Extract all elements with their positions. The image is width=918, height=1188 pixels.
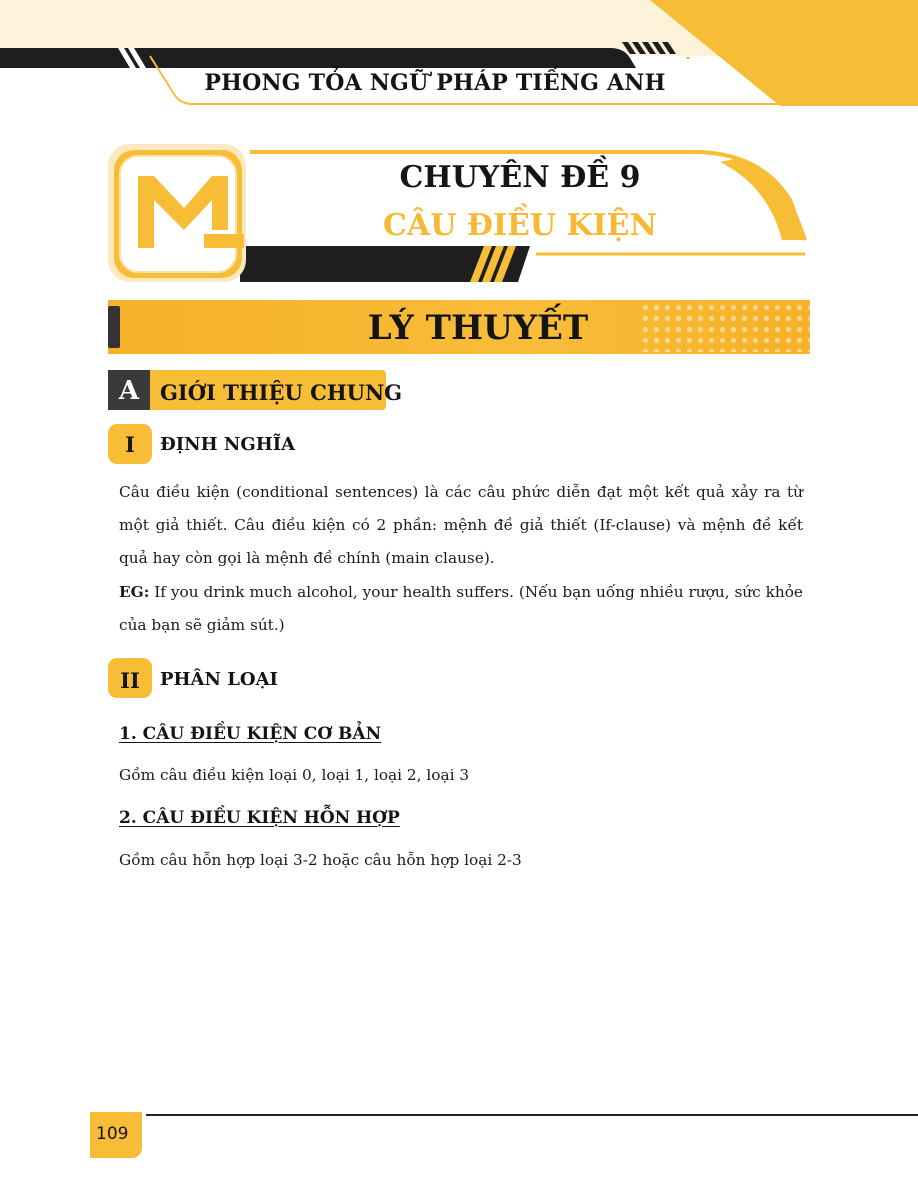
section-letter: A [118,376,140,406]
example-text: If you drink much alcohol, your health suffers. (Nếu bạn uống nhiều rượu, sức khỏe của bạn sẽ giảm sút.) [119,583,803,634]
m-logo-icon [108,146,258,286]
page-number: 109 [96,1124,129,1144]
subsection-numeral-1: I [125,432,135,457]
category-heading-2: 2. CÂU ĐIỀU KIỆN HỖN HỢP [119,808,400,828]
subsection-numeral-2: II [120,668,140,693]
definition-paragraph: Câu điều kiện (conditional sentences) là các câu phức diễn đạt một kết quả xảy ra từ một giả thiết. Câu điều kiện có 2 phần: mệnh đề giả thiết (If-clause) và mệnh đề kết quả hay còn gọi là mệnh đề chính (main clause). [119,483,803,567]
chapter-number: CHUYÊN ĐỀ 9 [399,160,641,195]
book-title: PHONG TỎA NGỮ PHÁP TIẾNG ANH [204,70,666,96]
subsection-title-2: PHÂN LOẠI [160,669,278,690]
example-label: EG: [119,583,150,601]
category-text-1: Gồm câu điều kiện loại 0, loại 1, loại 2, loại 3 [119,766,470,784]
category-heading-1: 1. CÂU ĐIỀU KIỆN CƠ BẢN [119,724,382,744]
subsection-title-1: ĐỊNH NGHĨA [160,434,296,455]
example-paragraph [119,576,803,642]
theory-title: LÝ THUYẾT [367,308,589,348]
footer-rule [146,1114,918,1116]
chapter-topic: CÂU ĐIỀU KIỆN [383,208,657,243]
category-text-2: Gồm câu hỗn hợp loại 3-2 hoặc câu hỗn hợp loại 2-3 [119,851,522,869]
section-title: GIỚI THIỆU CHUNG [160,380,403,405]
